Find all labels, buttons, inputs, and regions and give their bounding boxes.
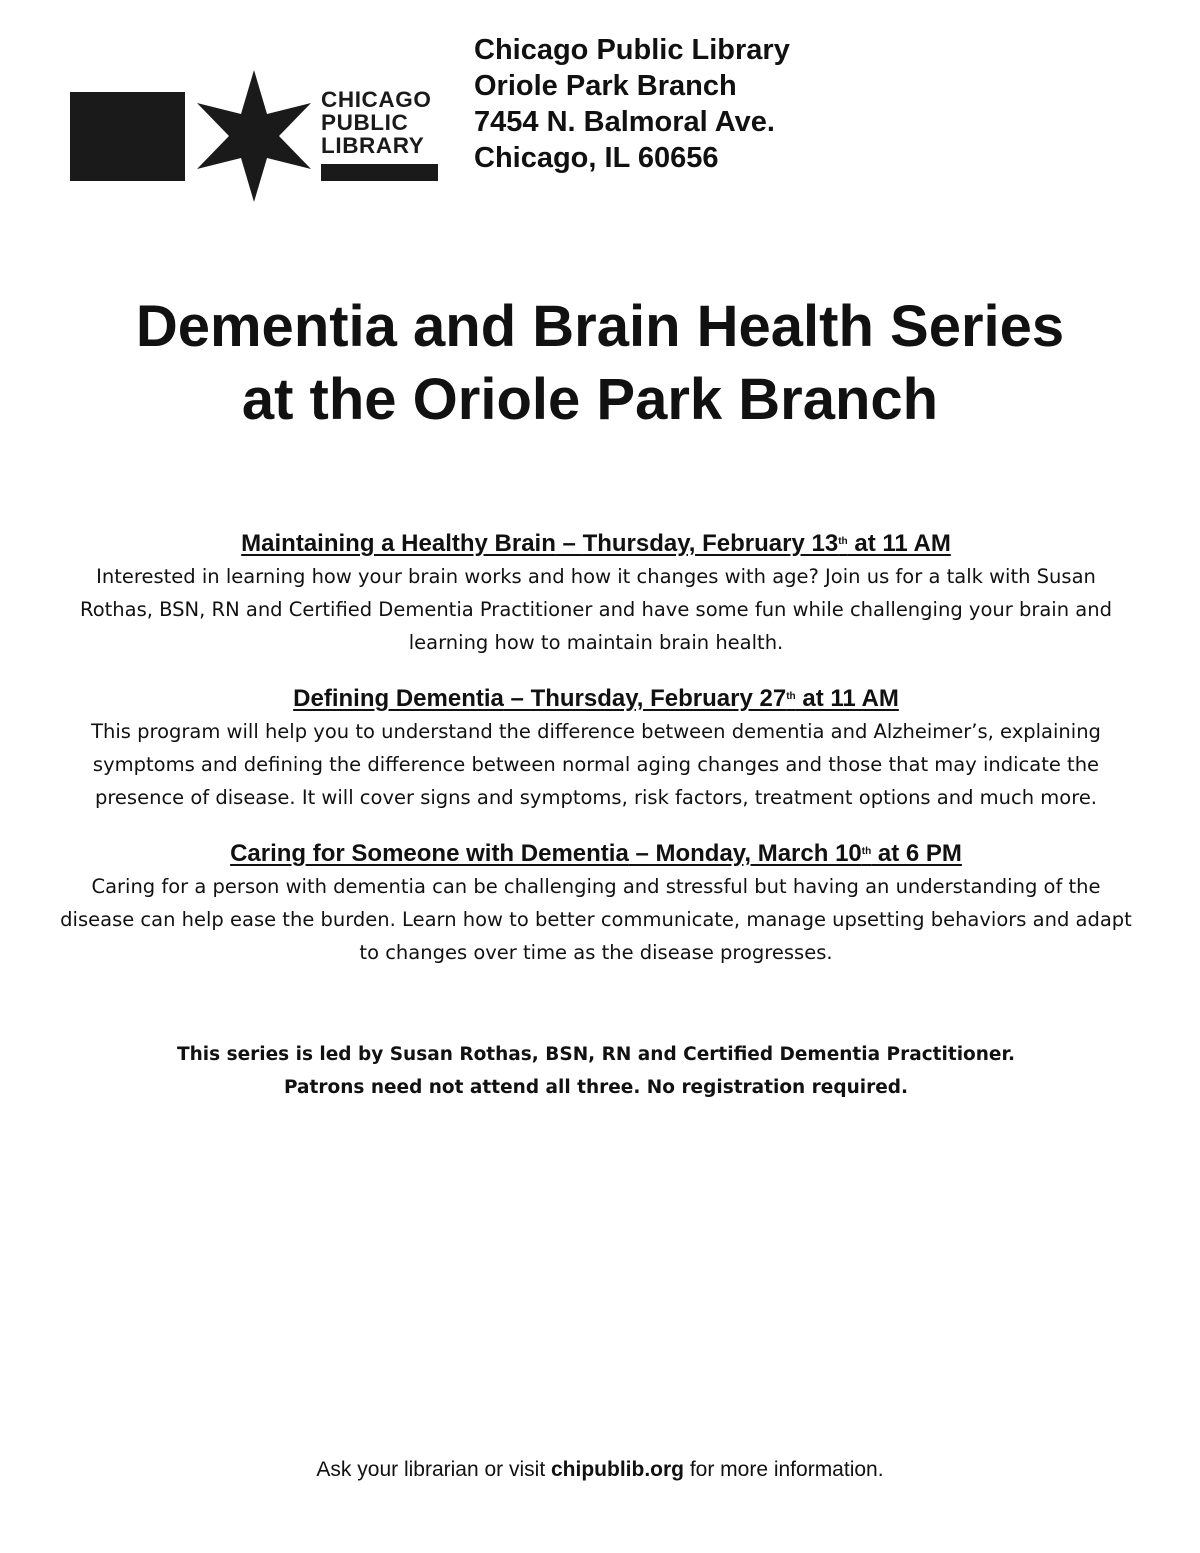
branch-address bbox=[474, 32, 790, 176]
event-item bbox=[60, 526, 1132, 659]
footer-website-link[interactable]: chipublib.org bbox=[551, 1458, 684, 1481]
event-separator: – bbox=[555, 530, 583, 557]
event-date-ordinal: th bbox=[861, 846, 872, 857]
event-description: Caring for a person with dementia can be challenging and stressful but having an understanding of the disease can help ease the burden. Learn how to better communicate, manage upsetting behaviors and adapt to changes over time as the disease progresses. bbox=[60, 875, 1132, 964]
footer-prefix: Ask your librarian or visit bbox=[316, 1458, 551, 1481]
event-time: at 11 AM bbox=[847, 530, 951, 557]
event-date-ordinal: th bbox=[786, 691, 796, 702]
series-note-line-1: This series is led by Susan Rothas, BSN, RN and Certified Dementia Practitioner. bbox=[177, 1044, 1015, 1065]
event-description: Interested in learning how your brain works and how it changes with age? Join us for a talk with Susan Rothas, BSN, RN and Certified Dementia Practitioner and have some fun while challenging your brain and learning how to maintain brain health. bbox=[80, 565, 1112, 654]
series-note-line-2: Patrons need not attend all three. No registration required. bbox=[283, 1077, 909, 1098]
event-date: Thursday, February 13 bbox=[582, 530, 839, 557]
city-state-zip: Chicago, IL 60656 bbox=[474, 142, 719, 174]
logo-line-2: PUBLIC bbox=[321, 110, 409, 135]
logo-wordmark bbox=[321, 88, 431, 157]
event-list bbox=[60, 526, 1132, 991]
series-note bbox=[60, 1038, 1132, 1104]
title-line-2: at the Oriole Park Branch bbox=[241, 367, 939, 432]
street-address: 7454 N. Balmoral Ave. bbox=[474, 106, 775, 138]
event-item bbox=[60, 681, 1132, 814]
logo-line-1: CHICAGO bbox=[321, 87, 432, 112]
logo-square bbox=[70, 92, 185, 181]
event-time: at 11 AM bbox=[795, 685, 899, 712]
event-separator: – bbox=[503, 685, 531, 712]
event-item bbox=[60, 836, 1132, 969]
event-date-ordinal: th bbox=[838, 536, 848, 547]
event-date: Monday, March 10 bbox=[655, 840, 862, 867]
library-name: Chicago Public Library bbox=[474, 34, 790, 66]
event-name: Caring for Someone with Dementia bbox=[230, 840, 629, 867]
event-name: Defining Dementia bbox=[293, 685, 504, 712]
event-name: Maintaining a Healthy Brain bbox=[241, 530, 556, 557]
event-heading bbox=[60, 681, 1132, 715]
page-title bbox=[0, 290, 1200, 436]
chicago-public-library-logo bbox=[70, 68, 442, 208]
footer-suffix: for more information. bbox=[683, 1458, 884, 1481]
logo-bar bbox=[321, 164, 438, 181]
event-description: This program will help you to understand the difference between dementia and Alzheimer’s, explaining symptoms and defining the difference between normal aging changes and those that may indicate the presence of disease. It will cover signs and symptoms, risk factors, treatment options and much more. bbox=[91, 720, 1101, 809]
event-date: Thursday, February 27 bbox=[530, 685, 787, 712]
title-line-1: Dementia and Brain Health Series bbox=[135, 294, 1065, 359]
six-pointed-star-icon bbox=[194, 68, 314, 204]
event-heading bbox=[60, 836, 1132, 870]
footer-info bbox=[0, 1456, 1200, 1484]
event-heading bbox=[60, 526, 1132, 560]
logo-line-3: LIBRARY bbox=[321, 133, 425, 158]
event-time: at 6 PM bbox=[871, 840, 962, 867]
event-separator: – bbox=[628, 840, 656, 867]
branch-name: Oriole Park Branch bbox=[474, 70, 737, 102]
